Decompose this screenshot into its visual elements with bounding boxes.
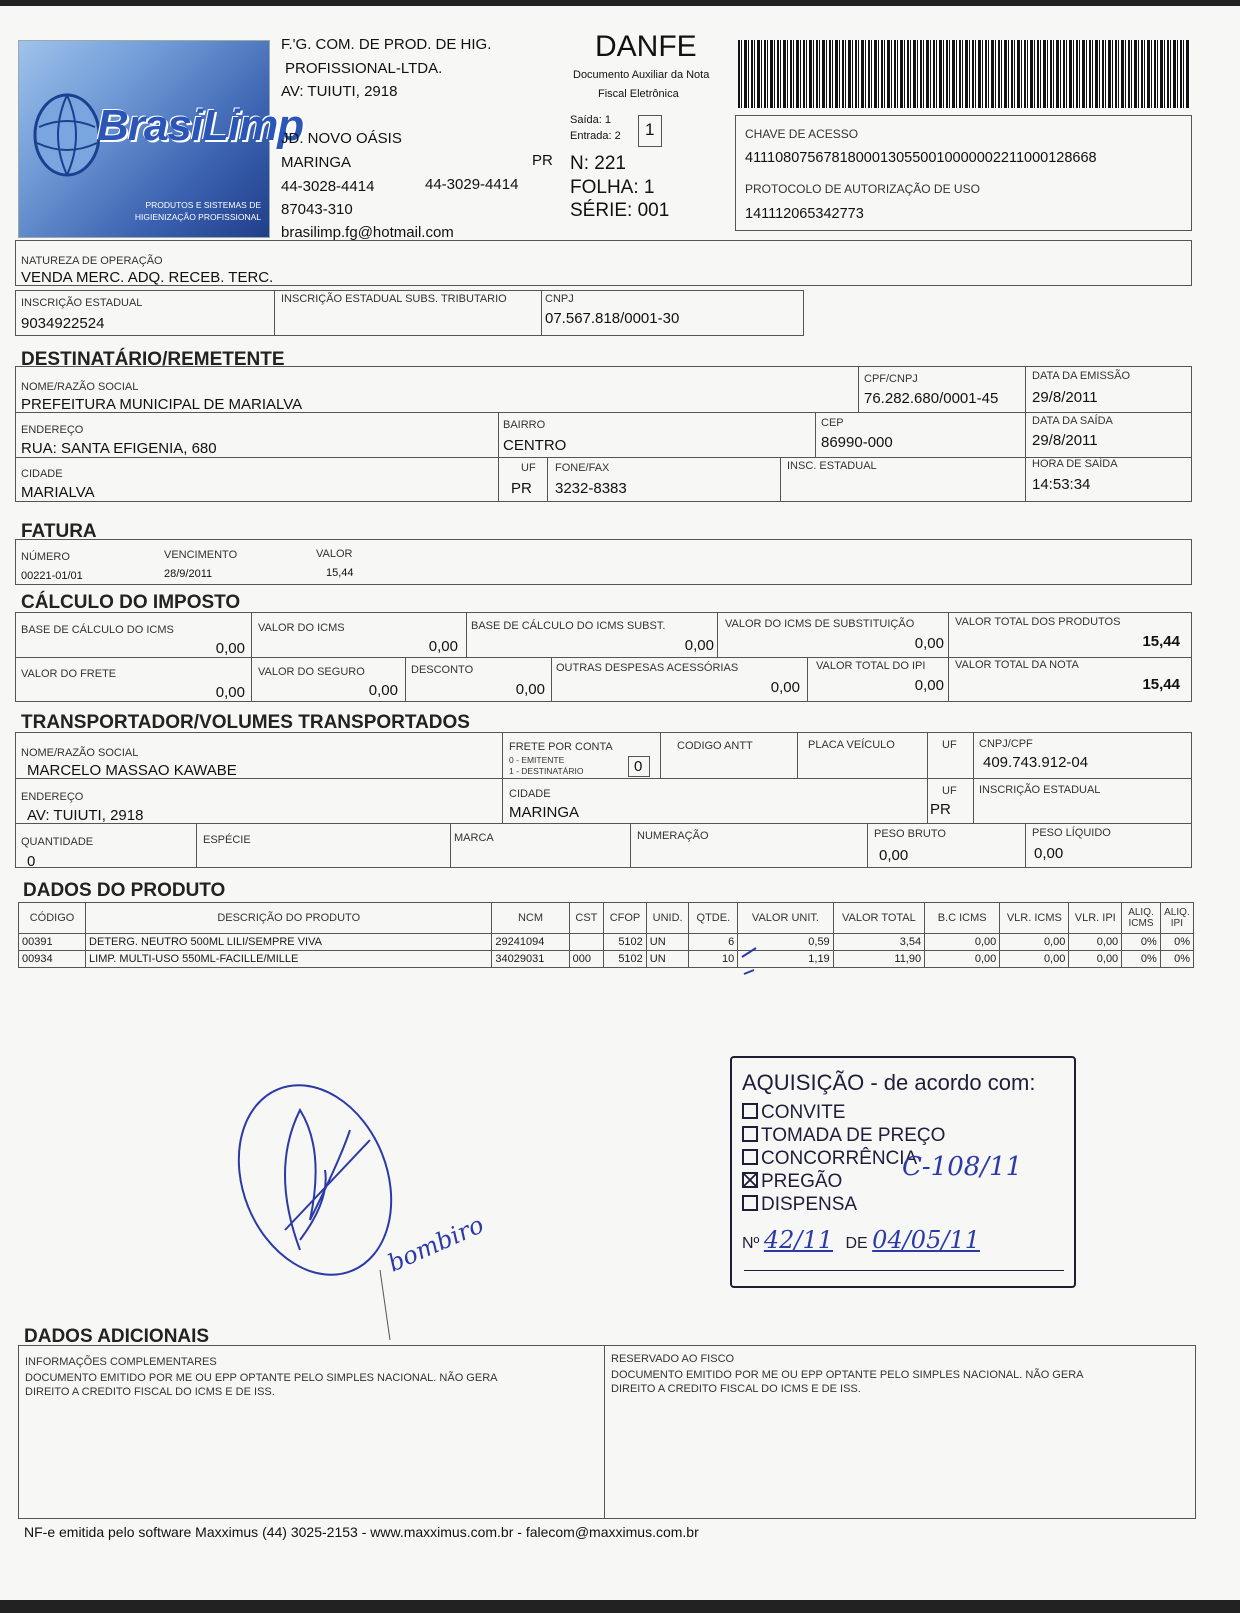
invoice-value: 15,44 [326, 567, 354, 579]
recipient-district-label: BAIRRO [503, 419, 546, 431]
stamp-option-label: CONCORRÊNCIA [761, 1148, 918, 1169]
scan-edge-bottom [0, 1600, 1240, 1613]
ie-st-label: INSCRIÇÃO ESTADUAL SUBS. TRIBUTARIO [281, 293, 507, 305]
stamp-number-row [742, 1226, 980, 1254]
cell-unit-value: 0,59 [738, 934, 833, 951]
carrier-address-label: ENDEREÇO [21, 791, 84, 803]
nature-value: VENDA MERC. ADQ. RECEB. TERC. [21, 269, 274, 286]
tax-total-products: 15,44 [1142, 633, 1180, 650]
carrier-uf2: PR [930, 801, 951, 818]
tax-base-st-label: BASE DE CÁLCULO DO ICMS SUBST. [471, 620, 666, 632]
carrier-uf2-label: UF [942, 785, 957, 797]
recipient-address-label: ENDEREÇO [21, 424, 84, 436]
cell-aliq-icms: 0% [1122, 934, 1161, 951]
divider [660, 732, 661, 778]
protocol-label: PROTOCOLO DE AUTORIZAÇÃO DE USO [745, 182, 980, 196]
stamp-option-label: TOMADA DE PREÇO [761, 1125, 946, 1146]
divider [15, 657, 1192, 658]
divider [927, 732, 928, 823]
col-header: QTDE. [689, 903, 738, 934]
info-line-2: DIREITO A CREDITO FISCAL DO ICMS E DE ISS. [25, 1386, 275, 1398]
divider [498, 412, 499, 502]
col-header: CÓDIGO [19, 903, 86, 934]
cell-vlr-ipi: 0,00 [1069, 934, 1122, 951]
col-header: DESCRIÇÃO DO PRODUTO [86, 903, 492, 934]
gross-weight-label: PESO BRUTO [874, 828, 946, 840]
cell-description: DETERG. NEUTRO 500ML LILI/SEMPRE VIVA [86, 934, 492, 951]
divider [858, 366, 859, 412]
check-mark-icon [740, 944, 760, 978]
brand-label: MARCA [454, 832, 494, 844]
danfe-folha: FOLHA: 1 [570, 177, 655, 198]
col-header: VLR. ICMS [1000, 903, 1069, 934]
divider [251, 657, 252, 702]
recipient-phone-label: FONE/FAX [555, 462, 610, 474]
cell-cst [569, 934, 604, 951]
tax-icms-st: 0,00 [914, 635, 944, 652]
divider [251, 612, 252, 657]
recipient-name: PREFEITURA MUNICIPAL DE MARIALVA [21, 396, 303, 413]
ie-label: INSCRIÇÃO ESTADUAL [21, 297, 143, 309]
cell-ncm: 29241094 [492, 934, 569, 951]
divider [948, 612, 949, 702]
company-logo [18, 40, 304, 238]
checkbox-icon [742, 1149, 758, 1165]
tax-base-icms-label: BASE DE CÁLCULO DO ICMS [21, 624, 174, 636]
col-header: CFOP [604, 903, 647, 934]
cell-cfop: 5102 [604, 934, 647, 951]
issuer-name-1: F.'G. COM. DE PROD. DE HIG. [281, 36, 492, 53]
issuer-phone-2: 44-3029-4414 [425, 176, 519, 193]
tax-ipi-label: VALOR TOTAL DO IPI [816, 660, 926, 672]
carrier-cnpj-label: CNPJ/CPF [979, 738, 1033, 750]
issuer-phone-1: 44-3028-4414 [281, 178, 375, 195]
tax-other: 0,00 [770, 679, 800, 696]
recipient-district: CENTRO [503, 437, 567, 454]
col-header: VALOR UNIT. [738, 903, 833, 934]
stamp-option [742, 1102, 845, 1124]
stamp-signature-line [744, 1270, 1064, 1271]
tax-base-icms: 0,00 [215, 640, 245, 657]
recipient-city-label: CIDADE [21, 468, 63, 480]
exit-date: 29/8/2011 [1032, 432, 1098, 449]
carrier-ie-label: INSCRIÇÃO ESTADUAL [979, 784, 1101, 796]
net-weight: 0,00 [1034, 845, 1064, 862]
carrier-section-title: TRANSPORTADOR/VOLUMES TRANSPORTADOS [21, 712, 470, 733]
divider [1025, 823, 1026, 868]
products-table [18, 902, 1194, 968]
freight-option-1: 1 - DESTINATÁRIO [509, 766, 584, 776]
recipient-name-label: NOME/RAZÃO SOCIAL [21, 381, 139, 393]
cell-cfop: 5102 [604, 951, 647, 968]
divider [815, 412, 816, 457]
plate-label: PLACA VEÍCULO [808, 739, 895, 751]
cell-total-value: 11,90 [833, 951, 924, 968]
footer-text: NF-e emitida pelo software Maxximus (44) 3025-2153 - www.maxximus.com.br - falecom@maxximus.com.br [24, 1524, 699, 1540]
checked-checkbox-icon [742, 1172, 758, 1188]
exit-time-label: HORA DE SAÍDA [1032, 458, 1118, 470]
recipient-ie-label: INSC. ESTADUAL [787, 460, 877, 472]
carrier-name-label: NOME/RAZÃO SOCIAL [21, 747, 139, 759]
danfe-saida: Saída: 1 [570, 114, 611, 126]
tax-ipi: 0,00 [914, 677, 944, 694]
stamp-option-label: PREGÃO [761, 1171, 843, 1192]
stamp-option [742, 1194, 857, 1216]
tax-insurance-label: VALOR DO SEGURO [258, 666, 365, 678]
recipient-address: RUA: SANTA EFIGENIA, 680 [21, 440, 217, 457]
divider [15, 823, 1192, 824]
recipient-zip-label: CEP [821, 417, 844, 429]
cell-bc-icms: 0,00 [925, 934, 1000, 951]
scan-edge-top [0, 0, 1240, 6]
issuer-state: PR [532, 152, 553, 169]
freight-by-label: FRETE POR CONTA [509, 741, 613, 753]
col-header: ALIQ. ICMS [1122, 903, 1161, 934]
issuer-zip: 87043-310 [281, 201, 353, 218]
stamp-number-label: Nº [742, 1235, 760, 1252]
tax-freight-label: VALOR DO FRETE [21, 668, 117, 680]
divider [717, 612, 718, 657]
cell-code: 00934 [19, 951, 86, 968]
cell-bc-icms: 0,00 [925, 951, 1000, 968]
logo-tagline: PRODUTOS E SISTEMAS DE HIGIENIZAÇÃO PROFISSIONAL [134, 200, 261, 222]
danfe-subtitle-2: Fiscal Eletrônica [598, 88, 679, 100]
products-header-row [19, 903, 1194, 934]
acquisition-stamp [730, 1056, 1076, 1288]
additional-section-title: DADOS ADICIONAIS [24, 1326, 210, 1347]
invoice-due-label: VENCIMENTO [164, 549, 238, 561]
divider [973, 732, 974, 823]
col-header: VLR. IPI [1069, 903, 1122, 934]
carrier-city: MARINGA [509, 804, 580, 821]
issuer-email: brasilimp.fg@hotmail.com [281, 224, 454, 241]
signature-drawing [230, 1050, 530, 1350]
exit-date-label: DATA DA SAÍDA [1032, 415, 1113, 427]
cell-ncm: 34029031 [492, 951, 569, 968]
exit-time: 14:53:34 [1032, 476, 1091, 493]
col-header: NCM [492, 903, 569, 934]
emission-date: 29/8/2011 [1032, 389, 1098, 406]
divider [780, 457, 781, 502]
reserved-label: RESERVADO AO FISCO [611, 1353, 735, 1365]
divider [405, 657, 406, 702]
danfe-number: N: 221 [570, 153, 626, 174]
stamp-option [742, 1148, 917, 1170]
stamp-number: 42/11 [763, 1226, 834, 1254]
products-section-title: DADOS DO PRODUTO [23, 880, 226, 901]
recipient-zip: 86990-000 [821, 434, 893, 451]
stamp-date: 04/05/11 [872, 1226, 980, 1254]
emission-label: DATA DA EMISSÃO [1032, 370, 1131, 382]
stamp-option-checked [742, 1171, 842, 1193]
cell-unit: UN [646, 951, 689, 968]
freight-value: 0 [634, 758, 643, 775]
danfe-type-value: 1 [645, 120, 655, 139]
invoice-due: 28/9/2011 [164, 568, 213, 580]
recipient-cpf: 76.282.680/0001-45 [864, 390, 999, 407]
invoice-value-label: VALOR [316, 548, 353, 560]
table-row [19, 951, 1194, 968]
divider [807, 657, 808, 702]
issuer-city: MARINGA [281, 154, 352, 171]
cell-description: LIMP. MULTI-USO 550ML-FACILLE/MILLE [86, 951, 492, 968]
stamp-date-label: DE [845, 1235, 868, 1252]
tax-section-title: CÁLCULO DO IMPOSTO [21, 592, 241, 613]
danfe-title: DANFE [595, 30, 697, 63]
divider [1025, 366, 1026, 502]
cell-code: 00391 [19, 934, 86, 951]
divider [15, 457, 1192, 458]
cell-unit: UN [646, 934, 689, 951]
cnpj-label: CNPJ [545, 293, 574, 305]
tax-total-products-label: VALOR TOTAL DOS PRODUTOS [955, 616, 1121, 628]
cell-aliq-ipi: 0% [1160, 951, 1193, 968]
freight-option-0: 0 - EMITENTE [509, 755, 565, 765]
divider [867, 823, 868, 868]
table-row [19, 934, 1194, 951]
col-header: ALIQ. IPI [1160, 903, 1193, 934]
protocol-number: 141112065342773 [745, 206, 864, 222]
invoice-section-title: FATURA [21, 521, 97, 542]
signature-text: bombiro [383, 1210, 488, 1278]
tax-base-st: 0,00 [684, 637, 714, 654]
divider [196, 823, 197, 868]
col-header: B.C ICMS [925, 903, 1000, 934]
carrier-city-label: CIDADE [509, 788, 551, 800]
recipient-phone: 3232-8383 [555, 480, 627, 497]
cell-aliq-ipi: 0% [1160, 934, 1193, 951]
cnpj-value: 07.567.818/0001-30 [545, 310, 680, 327]
recipient-cpf-label: CPF/CNPJ [864, 373, 918, 385]
cell-aliq-icms: 0% [1122, 951, 1161, 968]
cell-qty: 10 [689, 951, 738, 968]
recipient-uf: PR [511, 480, 532, 497]
checkbox-icon [742, 1103, 758, 1119]
stamp-option-label: CONVITE [761, 1102, 846, 1123]
tax-total: 15,44 [1142, 676, 1180, 693]
checkbox-icon [742, 1195, 758, 1211]
danfe-entrada: Entrada: 2 [570, 130, 621, 142]
nature-label: NATUREZA DE OPERAÇÃO [21, 255, 163, 267]
divider [630, 823, 631, 868]
issuer-district: JD. NOVO OÁSIS [281, 130, 402, 147]
reserved-line-2: DIREITO A CREDITO FISCAL DO ICMS E DE ISS. [611, 1383, 861, 1395]
carrier-address: AV: TUIUTI, 2918 [27, 807, 144, 824]
danfe-serie: SÉRIE: 001 [570, 200, 670, 221]
cell-total-value: 3,54 [833, 934, 924, 951]
stamp-handwritten-ref: C-108/11 [902, 1152, 1023, 1182]
tax-insurance: 0,00 [368, 682, 398, 699]
tax-total-label: VALOR TOTAL DA NOTA [955, 659, 1079, 671]
reserved-line-1: DOCUMENTO EMITIDO POR ME OU EPP OPTANTE PELO SIMPLES NACIONAL. NÃO GERA [611, 1369, 1084, 1381]
tax-discount-label: DESCONTO [411, 664, 474, 676]
recipient-city: MARIALVA [21, 484, 95, 501]
carrier-name: MARCELO MASSAO KAWABE [27, 762, 237, 779]
tax-discount: 0,00 [515, 681, 545, 698]
divider [604, 1345, 605, 1519]
divider [551, 657, 552, 702]
stamp-option-label: DISPENSA [761, 1194, 858, 1215]
cell-qty: 6 [689, 934, 738, 951]
recipient-section-title: DESTINATÁRIO/REMETENTE [21, 349, 285, 370]
cell-vlr-icms: 0,00 [1000, 934, 1069, 951]
tax-other-label: OUTRAS DESPESAS ACESSÓRIAS [556, 662, 739, 674]
stamp-option [742, 1125, 945, 1147]
col-header: CST [569, 903, 604, 934]
divider [466, 612, 467, 657]
divider [541, 290, 542, 336]
col-header: UNID. [646, 903, 689, 934]
checkbox-icon [742, 1126, 758, 1142]
cell-vlr-icms: 0,00 [1000, 951, 1069, 968]
antt-label: CODIGO ANTT [677, 740, 753, 752]
tax-icms: 0,00 [428, 638, 458, 655]
divider [450, 823, 451, 868]
net-weight-label: PESO LÍQUIDO [1032, 827, 1111, 839]
info-label: INFORMAÇÕES COMPLEMENTARES [25, 1356, 217, 1368]
divider [502, 732, 503, 823]
cell-cst: 000 [569, 951, 604, 968]
globe-icon [29, 87, 105, 183]
tax-freight: 0,00 [215, 684, 245, 701]
col-header: VALOR TOTAL [833, 903, 924, 934]
kind-label: ESPÉCIE [203, 834, 251, 846]
danfe-subtitle-1: Documento Auxiliar da Nota [573, 69, 710, 81]
divider [547, 457, 548, 502]
numbering-label: NUMERAÇÃO [637, 830, 709, 842]
invoice-number-label: NÚMERO [21, 551, 70, 563]
qty-value: 0 [27, 853, 36, 870]
info-line-1: DOCUMENTO EMITIDO POR ME OU EPP OPTANTE PELO SIMPLES NACIONAL. NÃO GERA [25, 1372, 498, 1384]
divider [797, 732, 798, 778]
ie-value: 9034922524 [21, 315, 105, 332]
tax-icms-label: VALOR DO ICMS [258, 622, 345, 634]
logo-wordmark: BrasiLimp [97, 101, 304, 150]
issuer-name-2: PROFISSIONAL-LTDA. [285, 60, 443, 77]
stamp-title: AQUISIÇÃO - de acordo com: [742, 1070, 1036, 1095]
cell-vlr-ipi: 0,00 [1069, 951, 1122, 968]
access-key-barcode [738, 40, 1190, 108]
carrier-cnpj: 409.743.912-04 [983, 754, 1089, 771]
invoice-number: 00221-01/01 [21, 570, 83, 582]
divider [274, 290, 275, 336]
access-key: 41110807567818000130550010000002211000128668 [745, 150, 1097, 166]
access-key-label: CHAVE DE ACESSO [745, 127, 859, 141]
tax-icms-st-label: VALOR DO ICMS DE SUBSTITUIÇÃO [725, 618, 915, 630]
qty-label: QUANTIDADE [21, 836, 94, 848]
issuer-address: AV: TUIUTI, 2918 [281, 83, 398, 100]
recipient-uf-label: UF [521, 462, 536, 474]
carrier-uf-label: UF [942, 739, 957, 751]
gross-weight: 0,00 [879, 847, 909, 864]
cell-unit-value: 1,19 [738, 951, 833, 968]
